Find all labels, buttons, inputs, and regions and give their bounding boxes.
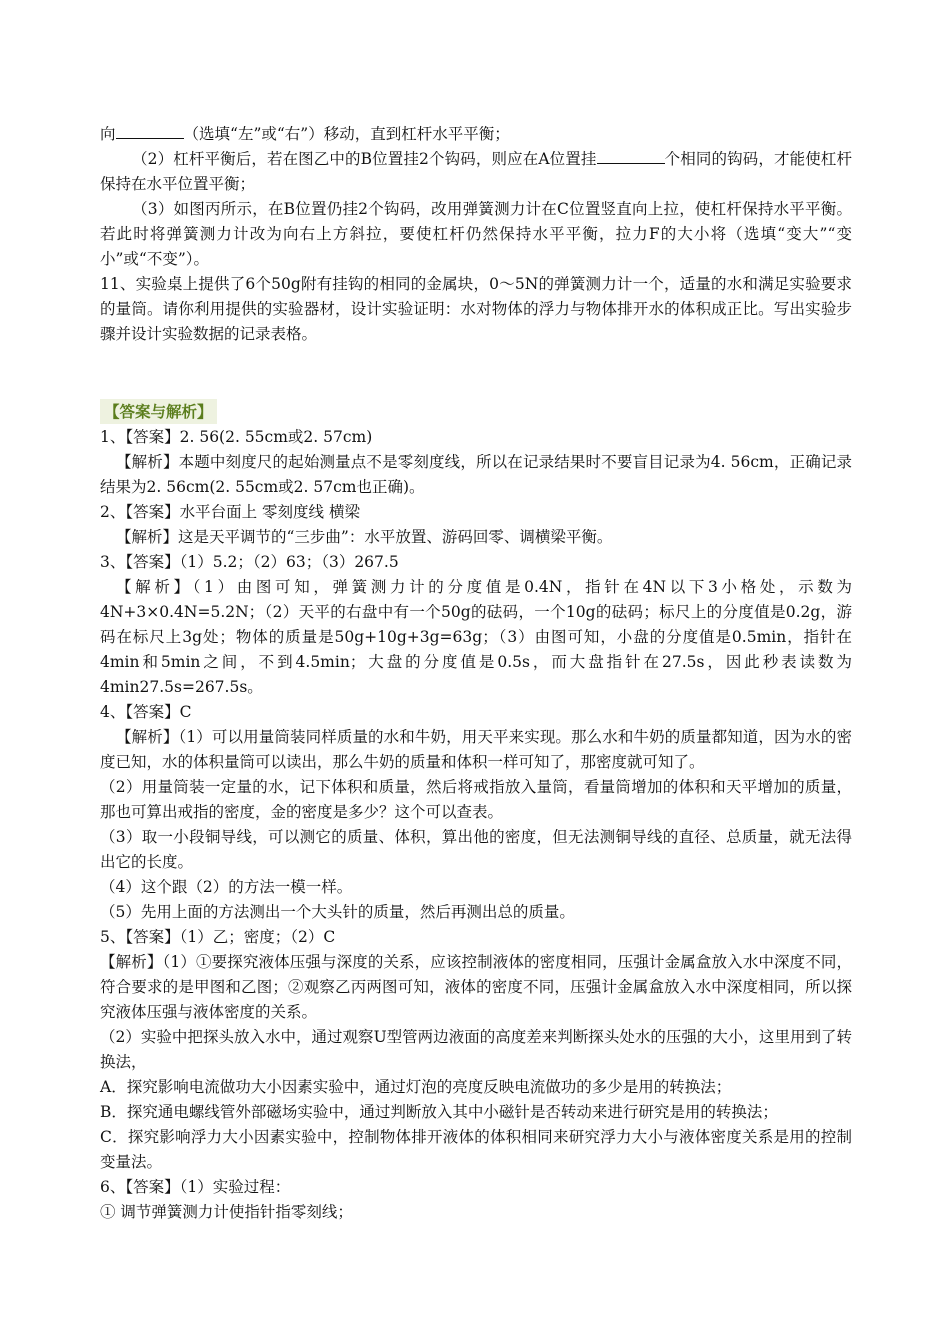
a5-explanation-2: （2）实验中把探头放入水中，通过观察U型管两边液面的高度差来判断探头处水的压强的大小，这里用到了转换法，: [100, 1028, 852, 1071]
q10-line1: 向 （选填“左”或“右”）移动，直到杠杆水平平衡；: [100, 125, 510, 143]
document-content: [100, 122, 852, 1225]
a1-explanation: 【解析】本题中刻度尺的起始测量点不是零刻度线，所以在记录结果时不要盲目记录为4. 56cm，正确记录结果为2. 56cm(2. 55cm或2. 57cm也正确)。: [100, 453, 852, 496]
a3-explanation: 【解析】（1）由图可知，弹簧测力计的分度值是0.4N，指针在4N以下3小格处，示数为4N+3×0.4N=5.2N；（2）天平的右盘中有一个50g的砝码，一个10g的砝码；标尺上的分度值是0.2g，游码在标尺上3g处；物体的质量是50g+10g+3g=63g；（3）由图可知，小盘的分度值是0.5min，指针在4min和5min之间，不到4.5min；大盘的分度值是0.5s，而大盘指针在27.5s，因此秒表读数为4min27.5s=267.5s。: [100, 578, 852, 696]
a4-answer: 4、【答案】C: [100, 703, 192, 721]
a5-explanation-1: 【解析】（1）①要探究液体压强与深度的关系，应该控制液体的密度相同，压强计金属盒放入水中深度不同，符合要求的是甲图和乙图；②观察乙丙两图可知，液体的密度不同，压强计金属盒放入水中深度相同，所以探究液体压强与液体密度的关系。: [100, 953, 852, 1021]
a3-answer: 3、【答案】（1）5.2；（2）63；（3）267.5: [100, 553, 399, 571]
q11: 11、实验桌上提供了6个50g附有挂钩的相同的金属块，0～5N的弹簧测力计一个，适量的水和满足实验要求的量筒。请你利用提供的实验器材，设计实验证明：水对物体的浮力与物体排开水的体积成正比。写出实验步骤并设计实验数据的记录表格。: [100, 275, 852, 343]
answers-heading-line: [100, 399, 852, 425]
fill-blank: [116, 124, 184, 139]
section-gap: [100, 347, 852, 399]
a1-answer: 1、【答案】2. 56(2. 55cm或2. 57cm): [100, 428, 373, 446]
a4-explanation-1: 【解析】（1）可以用量筒装同样质量的水和牛奶，用天平来实现。那么水和牛奶的质量都知道，因为水的密度已知，水的体积量筒可以读出，那么牛奶的质量和体积一样可知了，那密度就可知了。: [100, 728, 852, 771]
q10-part2: （2）杠杆平衡后，若在图乙中的B位置挂2个钩码，则应在A位置挂 个相同的钩码，才能使杠杆保持在水平位置平衡；: [100, 150, 852, 193]
a5-option-c: C．探究影响浮力大小因素实验中，控制物体排开液体的体积相同来研究浮力大小与液体密度关系是用的控制变量法。: [100, 1128, 852, 1171]
a6-step-1: ① 调节弹簧测力计使指针指零刻线；: [100, 1203, 353, 1221]
a5-answer: 5、【答案】（1）乙；密度；（2）C: [100, 928, 336, 946]
answers-heading: 【答案与解析】: [100, 399, 217, 424]
a6-answer: 6、【答案】（1）实验过程：: [100, 1178, 291, 1196]
a4-explanation-2: （2）用量筒装一定量的水，记下体积和质量，然后将戒指放入量筒，看量筒增加的体积和天平增加的质量，那也可算出戒指的密度，金的密度是多少？这个可以查表。: [100, 778, 852, 821]
a4-explanation-4: （4）这个跟（2）的方法一模一样。: [100, 878, 353, 896]
a2-answer: 2、【答案】水平台面上 零刻度线 横梁: [100, 503, 360, 521]
fill-blank: [597, 149, 665, 164]
a4-explanation-3: （3）取一小段铜导线，可以测它的质量、体积，算出他的密度，但无法测铜导线的直径、总质量，就无法得出它的长度。: [100, 828, 852, 871]
a5-option-b: B．探究通电螺线管外部磁场实验中，通过判断放入其中小磁针是否转动来进行研究是用的转换法；: [100, 1103, 778, 1121]
a4-explanation-5: （5）先用上面的方法测出一个大头针的质量，然后再测出总的质量。: [100, 903, 575, 921]
q10-part3: （3）如图丙所示，在B位置仍挂2个钩码，改用弹簧测力计在C位置竖直向上拉，使杠杆保持水平平衡。若此时将弹簧测力计改为向右上方斜拉，要使杠杆仍然保持水平平衡，拉力F的大小将（选填“变大”“变小”或“不变”）。: [100, 200, 852, 268]
a2-explanation: 【解析】这是天平调节的“三步曲”：水平放置、游码回零、调横梁平衡。: [116, 528, 613, 546]
a5-option-a: A．探究影响电流做功大小因素实验中，通过灯泡的亮度反映电流做功的多少是用的转换法；: [100, 1078, 732, 1096]
